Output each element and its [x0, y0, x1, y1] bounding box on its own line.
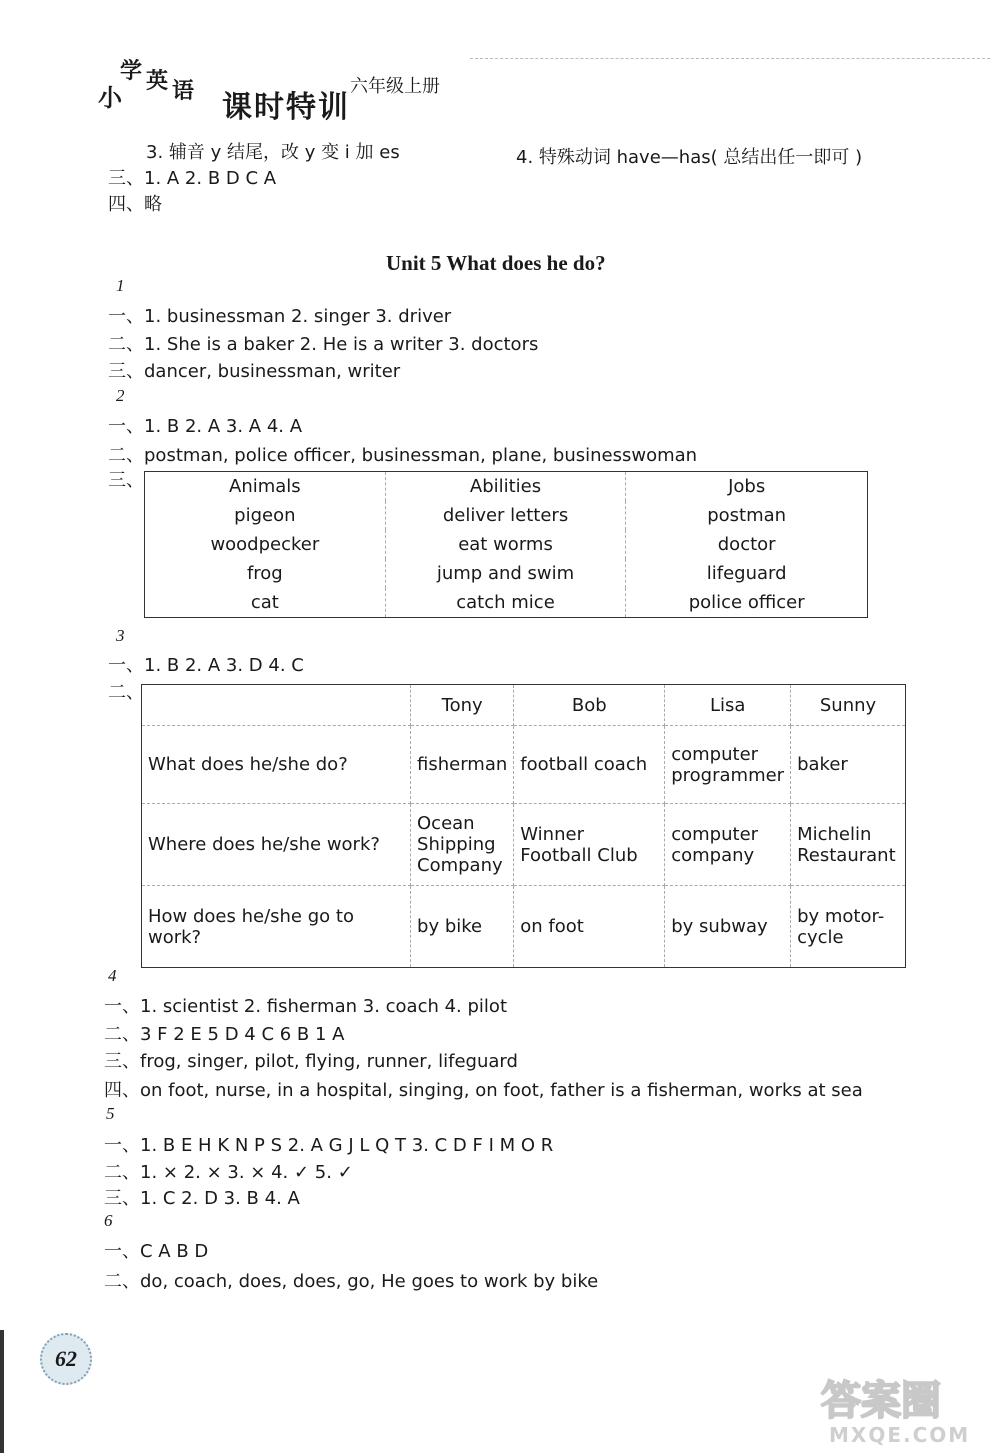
table-header-cell: Abilities: [385, 472, 626, 502]
table-header-cell: Jobs: [728, 476, 766, 497]
table-row: [145, 530, 868, 559]
table-cell: What does he/she do?: [142, 726, 411, 804]
section-5-line-1: 一、1. B E H K N P S 2. A G J L Q T 3. C D F I M O R: [104, 1135, 554, 1156]
page-edge-bar: [0, 1330, 4, 1453]
table-cell: frog: [145, 559, 386, 588]
table-header-row: [145, 472, 868, 502]
section-6-line-1: 一、C A B D: [104, 1241, 209, 1262]
person-job-table: [141, 684, 906, 968]
intro-line-c: 四、略: [108, 194, 162, 215]
watermark-chars: 答案圈: [821, 1378, 941, 1424]
watermark-url: MXQE.COM: [829, 1423, 971, 1447]
section-4-line-2: 二、3 F 2 E 5 D 4 C 6 B 1 A: [104, 1024, 345, 1045]
table-header-cell: Animals: [145, 472, 386, 502]
section-5-line-3: 三、1. C 2. D 3. B 4. A: [104, 1188, 300, 1209]
table-header-cell: Lisa: [665, 685, 791, 726]
table-cell: by motor-cycle: [797, 905, 885, 948]
table-row: [145, 588, 868, 618]
table-row: [145, 501, 868, 530]
section-3-line-1: 一、1. B 2. A 3. D 4. C: [108, 655, 304, 676]
table-cell: police officer: [688, 592, 805, 613]
section-2-line-2: 二、postman, police officer, businessman, plane, businesswoman: [108, 445, 698, 466]
section-4-line-4: 四、on foot, nurse, in a hospital, singing, on foot, father is a fisherman, works at sea: [104, 1080, 863, 1101]
table-cell: fisherman: [411, 726, 514, 804]
section-1-line-1: 一、1. businessman 2. singer 3. driver: [108, 306, 452, 327]
table-cell: Where does he/she work?: [142, 804, 411, 886]
table-row: [145, 559, 868, 588]
table-cell: pigeon: [145, 501, 386, 530]
series-char-4: 语: [172, 78, 195, 104]
header-divider: [470, 58, 990, 59]
table-cell: catch mice: [385, 588, 626, 618]
table-cell: How does he/she go to work?: [142, 886, 411, 968]
section-2-table-label: 三、: [108, 470, 144, 491]
section-4-line-3: 三、frog, singer, pilot, flying, runner, lifeguard: [104, 1051, 518, 1072]
table-cell: deliver letters: [385, 501, 626, 530]
table-header-cell: Bob: [514, 685, 665, 726]
section-3-number: 3: [116, 626, 125, 645]
table-cell: cat: [145, 588, 386, 618]
page-number: 62: [55, 1346, 77, 1371]
table-cell: postman: [707, 505, 787, 526]
table-cell: computer programmer: [665, 726, 791, 804]
section-5-line-2: 二、1. × 2. × 3. × 4. ✓ 5. ✓: [104, 1162, 353, 1183]
intro-line-a-left: 3. 辅音 y 结尾，改 y 变 i 加 es: [146, 142, 400, 163]
series-char-2: 学: [120, 58, 143, 84]
table-cell: football coach: [514, 726, 665, 804]
animals-abilities-jobs-table: [144, 471, 868, 618]
intro-line-a-right: 4. 特殊动词 have—has( 总结出任一即可 ): [516, 147, 863, 168]
table-cell: Michelin Restaurant: [791, 804, 906, 886]
series-char-1: 小: [98, 83, 122, 112]
table-cell: on foot: [514, 886, 665, 968]
unit-title: Unit 5 What does he do?: [386, 251, 606, 275]
section-4-line-1: 一、1. scientist 2. fisherman 3. coach 4. pilot: [104, 996, 507, 1017]
section-3-table-label: 二、: [108, 682, 144, 703]
table-cell: eat worms: [385, 530, 626, 559]
table-row: [142, 726, 906, 804]
section-1-number: 1: [116, 276, 125, 295]
table-cell: woodpecker: [145, 530, 386, 559]
watermark-logo: [815, 1370, 990, 1448]
section-6-line-2: 二、do, coach, does, does, go, He goes to work by bike: [104, 1271, 599, 1292]
table-cell: lifeguard: [706, 563, 787, 584]
table-row: [142, 886, 906, 968]
table-cell: by bike: [411, 886, 514, 968]
table-cell: Winner Football Club: [514, 804, 665, 886]
header-grade: 六年级上册: [350, 76, 440, 97]
section-2-number: 2: [116, 386, 125, 405]
table-cell: by subway: [665, 886, 791, 968]
table-header-row: [142, 685, 906, 726]
table-header-cell: Sunny: [791, 685, 906, 726]
section-4-number: 4: [108, 966, 117, 985]
table-cell: computer company: [665, 804, 791, 886]
page-number-badge: [40, 1333, 92, 1385]
section-5-number: 5: [106, 1104, 115, 1123]
intro-line-b: 三、1. A 2. B D C A: [108, 168, 277, 189]
table-cell: jump and swim: [385, 559, 626, 588]
section-1-line-3: 三、dancer, businessman, writer: [108, 361, 401, 382]
table-cell: doctor: [717, 534, 776, 555]
table-cell: Ocean Shipping Company: [411, 804, 514, 886]
header-title: 课时特训: [222, 90, 350, 125]
series-char-3: 英: [146, 68, 169, 94]
table-row: [142, 804, 906, 886]
section-2-line-1: 一、1. B 2. A 3. A 4. A: [108, 416, 303, 437]
table-header-cell: [142, 685, 411, 726]
table-cell: baker: [791, 726, 906, 804]
table-header-cell: Tony: [411, 685, 514, 726]
section-1-line-2: 二、1. She is a baker 2. He is a writer 3. doctors: [108, 334, 539, 355]
section-6-number: 6: [104, 1211, 113, 1230]
